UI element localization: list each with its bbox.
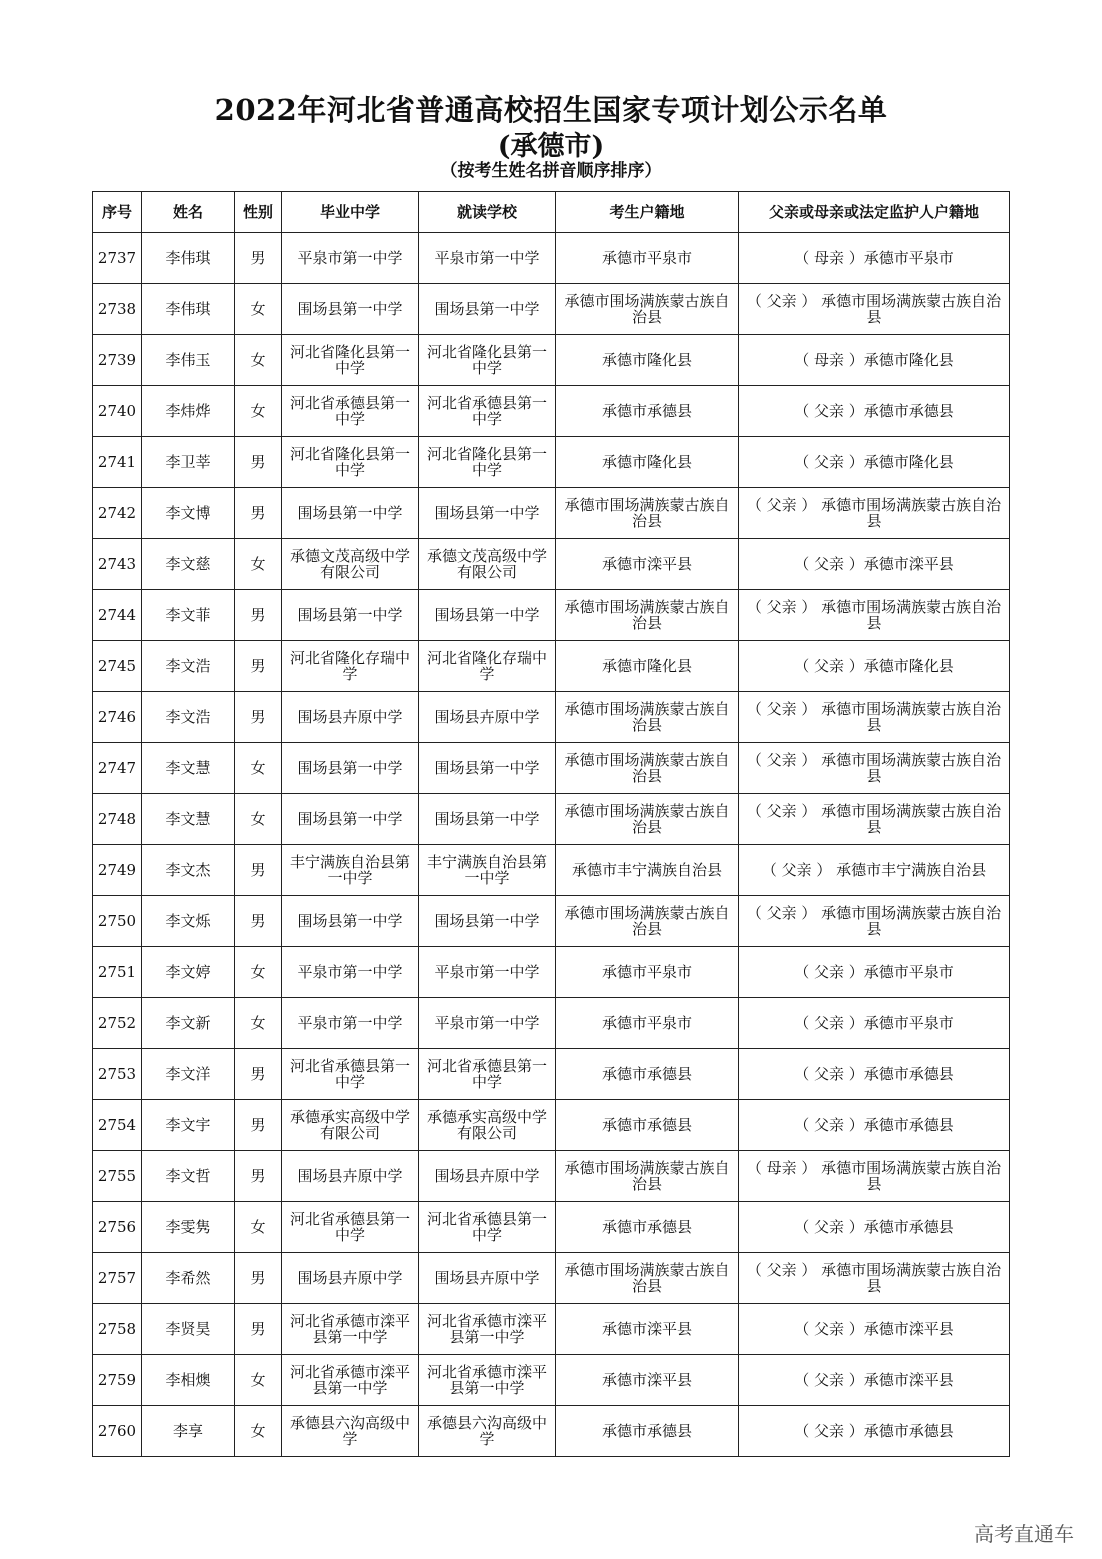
graduated-school-cell: 围场县第一中学	[282, 896, 419, 947]
student-hukou-cell: 承德市围场满族蒙古族自治县	[556, 896, 739, 947]
table-row	[93, 896, 1010, 947]
guardian-hukou-cell: （ 父亲 ）承德市平泉市	[739, 998, 1010, 1049]
guardian-hukou-cell: （ 父亲 ）承德市承德县	[739, 1100, 1010, 1151]
seq-cell: 2755	[93, 1151, 142, 1202]
graduated-school-cell: 围场县卉原中学	[282, 1151, 419, 1202]
graduated-school-cell: 丰宁满族自治县第一中学	[282, 845, 419, 896]
name-cell: 李文博	[142, 488, 235, 539]
column-header-guardian-hukou: 父亲或母亲或法定监护人户籍地	[739, 192, 1010, 233]
table-row	[93, 386, 1010, 437]
current-school-cell: 围场县第一中学	[419, 743, 556, 794]
guardian-hukou-cell: （ 父亲 ） 承德市围场满族蒙古族自治县	[739, 692, 1010, 743]
name-cell: 李文浩	[142, 692, 235, 743]
guardian-hukou-cell: （ 父亲 ） 承德市围场满族蒙古族自治县	[739, 1253, 1010, 1304]
seq-cell: 2760	[93, 1406, 142, 1457]
student-hukou-cell: 承德市围场满族蒙古族自治县	[556, 284, 739, 335]
table-row	[93, 335, 1010, 386]
seq-cell: 2750	[93, 896, 142, 947]
gender-cell: 女	[235, 284, 282, 335]
graduated-school-cell: 围场县第一中学	[282, 488, 419, 539]
seq-cell: 2738	[93, 284, 142, 335]
current-school-cell: 围场县第一中学	[419, 794, 556, 845]
current-school-cell: 丰宁满族自治县第一中学	[419, 845, 556, 896]
table-row	[93, 1151, 1010, 1202]
table-row	[93, 794, 1010, 845]
name-cell: 李炜烨	[142, 386, 235, 437]
student-hukou-cell: 承德市隆化县	[556, 335, 739, 386]
graduated-school-cell: 承德县六沟高级中学	[282, 1406, 419, 1457]
gender-cell: 男	[235, 1151, 282, 1202]
gender-cell: 女	[235, 1355, 282, 1406]
seq-cell: 2737	[93, 233, 142, 284]
watermark: 高考直通车	[974, 1522, 1074, 1546]
current-school-cell: 承德文茂高级中学有限公司	[419, 539, 556, 590]
name-cell: 李文烁	[142, 896, 235, 947]
graduated-school-cell: 河北省承德县第一中学	[282, 1202, 419, 1253]
student-hukou-cell: 承德市围场满族蒙古族自治县	[556, 692, 739, 743]
seq-cell: 2740	[93, 386, 142, 437]
guardian-hukou-cell: （ 父亲 ）承德市承德县	[739, 1406, 1010, 1457]
student-hukou-cell: 承德市围场满族蒙古族自治县	[556, 488, 739, 539]
table-row	[93, 641, 1010, 692]
seq-cell: 2745	[93, 641, 142, 692]
student-hukou-cell: 承德市承德县	[556, 386, 739, 437]
name-cell: 李文慈	[142, 539, 235, 590]
column-header-seq: 序号	[93, 192, 142, 233]
table-row	[93, 488, 1010, 539]
name-cell: 李贤昊	[142, 1304, 235, 1355]
name-cell: 李文哲	[142, 1151, 235, 1202]
guardian-hukou-cell: （ 父亲 ） 承德市丰宁满族自治县	[739, 845, 1010, 896]
gender-cell: 男	[235, 488, 282, 539]
current-school-cell: 承德承实高级中学有限公司	[419, 1100, 556, 1151]
student-hukou-cell: 承德市围场满族蒙古族自治县	[556, 794, 739, 845]
column-header-name: 姓名	[142, 192, 235, 233]
guardian-hukou-cell: （ 父亲 ） 承德市围场满族蒙古族自治县	[739, 488, 1010, 539]
graduated-school-cell: 平泉市第一中学	[282, 998, 419, 1049]
table-row	[93, 998, 1010, 1049]
guardian-hukou-cell: （ 母亲 ） 承德市围场满族蒙古族自治县	[739, 1151, 1010, 1202]
seq-cell: 2759	[93, 1355, 142, 1406]
current-school-cell: 河北省隆化县第一中学	[419, 437, 556, 488]
gender-cell: 男	[235, 641, 282, 692]
column-header-graduated-school: 毕业中学	[282, 192, 419, 233]
gender-cell: 男	[235, 1304, 282, 1355]
page-title: 2022年河北省普通高校招生国家专项计划公示名单	[214, 93, 888, 127]
gender-cell: 男	[235, 590, 282, 641]
table-row	[93, 1304, 1010, 1355]
current-school-cell: 围场县卉原中学	[419, 1253, 556, 1304]
guardian-hukou-cell: （ 父亲 ） 承德市围场满族蒙古族自治县	[739, 896, 1010, 947]
guardian-hukou-cell: （ 父亲 ）承德市滦平县	[739, 539, 1010, 590]
graduated-school-cell: 承德承实高级中学有限公司	[282, 1100, 419, 1151]
seq-cell: 2746	[93, 692, 142, 743]
table-row	[93, 947, 1010, 998]
current-school-cell: 承德县六沟高级中学	[419, 1406, 556, 1457]
gender-cell: 女	[235, 539, 282, 590]
current-school-cell: 河北省承德县第一中学	[419, 1202, 556, 1253]
name-cell: 李伟琪	[142, 233, 235, 284]
guardian-hukou-cell: （ 父亲 ） 承德市围场满族蒙古族自治县	[739, 284, 1010, 335]
student-hukou-cell: 承德市围场满族蒙古族自治县	[556, 1151, 739, 1202]
graduated-school-cell: 平泉市第一中学	[282, 233, 419, 284]
guardian-hukou-cell: （ 父亲 ）承德市平泉市	[739, 947, 1010, 998]
seq-cell: 2754	[93, 1100, 142, 1151]
gender-cell: 女	[235, 1202, 282, 1253]
seq-cell: 2758	[93, 1304, 142, 1355]
table-row	[93, 284, 1010, 335]
student-hukou-cell: 承德市承德县	[556, 1100, 739, 1151]
table-row	[93, 1049, 1010, 1100]
student-hukou-cell: 承德市平泉市	[556, 233, 739, 284]
guardian-hukou-cell: （ 父亲 ）承德市隆化县	[739, 641, 1010, 692]
current-school-cell: 河北省承德市滦平县第一中学	[419, 1304, 556, 1355]
column-header-gender: 性别	[235, 192, 282, 233]
name-cell: 李文杰	[142, 845, 235, 896]
guardian-hukou-cell: （ 母亲 ）承德市平泉市	[739, 233, 1010, 284]
graduated-school-cell: 承德文茂高级中学有限公司	[282, 539, 419, 590]
student-hukou-cell: 承德市隆化县	[556, 437, 739, 488]
sort-note: （按考生姓名拼音顺序排序）	[440, 161, 662, 181]
guardian-hukou-cell: （ 父亲 ）承德市承德县	[739, 386, 1010, 437]
current-school-cell: 河北省承德县第一中学	[419, 386, 556, 437]
gender-cell: 女	[235, 1406, 282, 1457]
name-cell: 李文慧	[142, 743, 235, 794]
guardian-hukou-cell: （ 父亲 ） 承德市围场满族蒙古族自治县	[739, 794, 1010, 845]
table-row	[93, 692, 1010, 743]
student-hukou-cell: 承德市平泉市	[556, 947, 739, 998]
student-hukou-cell: 承德市丰宁满族自治县	[556, 845, 739, 896]
table-row	[93, 590, 1010, 641]
seq-cell: 2743	[93, 539, 142, 590]
student-hukou-cell: 承德市承德县	[556, 1406, 739, 1457]
name-cell: 李文菲	[142, 590, 235, 641]
gender-cell: 男	[235, 233, 282, 284]
guardian-hukou-cell: （ 父亲 ） 承德市围场满族蒙古族自治县	[739, 743, 1010, 794]
name-cell: 李相燠	[142, 1355, 235, 1406]
student-hukou-cell: 承德市围场满族蒙古族自治县	[556, 1253, 739, 1304]
name-cell: 李享	[142, 1406, 235, 1457]
name-cell: 李希然	[142, 1253, 235, 1304]
gender-cell: 男	[235, 896, 282, 947]
current-school-cell: 河北省承德市滦平县第一中学	[419, 1355, 556, 1406]
gender-cell: 男	[235, 1100, 282, 1151]
student-hukou-cell: 承德市平泉市	[556, 998, 739, 1049]
seq-cell: 2748	[93, 794, 142, 845]
name-cell: 李伟玉	[142, 335, 235, 386]
seq-cell: 2739	[93, 335, 142, 386]
name-cell: 李伟琪	[142, 284, 235, 335]
current-school-cell: 围场县第一中学	[419, 488, 556, 539]
student-hukou-cell: 承德市承德县	[556, 1202, 739, 1253]
seq-cell: 2752	[93, 998, 142, 1049]
current-school-cell: 河北省隆化存瑞中学	[419, 641, 556, 692]
seq-cell: 2753	[93, 1049, 142, 1100]
table-row	[93, 539, 1010, 590]
graduated-school-cell: 河北省隆化县第一中学	[282, 437, 419, 488]
gender-cell: 男	[235, 692, 282, 743]
gender-cell: 女	[235, 794, 282, 845]
name-cell: 李卫莘	[142, 437, 235, 488]
table-row	[93, 845, 1010, 896]
current-school-cell: 平泉市第一中学	[419, 998, 556, 1049]
table-row	[93, 1202, 1010, 1253]
roster-table	[92, 191, 1010, 1457]
current-school-cell: 围场县卉原中学	[419, 692, 556, 743]
gender-cell: 女	[235, 335, 282, 386]
current-school-cell: 平泉市第一中学	[419, 947, 556, 998]
graduated-school-cell: 河北省承德市滦平县第一中学	[282, 1304, 419, 1355]
name-cell: 李文慧	[142, 794, 235, 845]
graduated-school-cell: 河北省承德县第一中学	[282, 1049, 419, 1100]
seq-cell: 2751	[93, 947, 142, 998]
name-cell: 李文宇	[142, 1100, 235, 1151]
graduated-school-cell: 平泉市第一中学	[282, 947, 419, 998]
graduated-school-cell: 围场县第一中学	[282, 590, 419, 641]
current-school-cell: 围场县第一中学	[419, 896, 556, 947]
current-school-cell: 河北省承德县第一中学	[419, 1049, 556, 1100]
graduated-school-cell: 河北省承德市滦平县第一中学	[282, 1355, 419, 1406]
table-row	[93, 1406, 1010, 1457]
seq-cell: 2756	[93, 1202, 142, 1253]
seq-cell: 2749	[93, 845, 142, 896]
column-header-current-school: 就读学校	[419, 192, 556, 233]
guardian-hukou-cell: （ 父亲 ）承德市滦平县	[739, 1355, 1010, 1406]
seq-cell: 2747	[93, 743, 142, 794]
table-row	[93, 437, 1010, 488]
gender-cell: 女	[235, 947, 282, 998]
gender-cell: 女	[235, 386, 282, 437]
guardian-hukou-cell: （ 父亲 ）承德市隆化县	[739, 437, 1010, 488]
gender-cell: 男	[235, 845, 282, 896]
roster-body	[93, 233, 1010, 1457]
gender-cell: 女	[235, 743, 282, 794]
graduated-school-cell: 围场县第一中学	[282, 794, 419, 845]
seq-cell: 2741	[93, 437, 142, 488]
name-cell: 李文洋	[142, 1049, 235, 1100]
table-row	[93, 743, 1010, 794]
gender-cell: 女	[235, 998, 282, 1049]
current-school-cell: 平泉市第一中学	[419, 233, 556, 284]
student-hukou-cell: 承德市围场满族蒙古族自治县	[556, 590, 739, 641]
graduated-school-cell: 河北省承德县第一中学	[282, 386, 419, 437]
graduated-school-cell: 围场县第一中学	[282, 284, 419, 335]
name-cell: 李文浩	[142, 641, 235, 692]
seq-cell: 2744	[93, 590, 142, 641]
name-cell: 李雯隽	[142, 1202, 235, 1253]
guardian-hukou-cell: （ 父亲 ）承德市承德县	[739, 1202, 1010, 1253]
graduated-school-cell: 河北省隆化存瑞中学	[282, 641, 419, 692]
current-school-cell: 河北省隆化县第一中学	[419, 335, 556, 386]
student-hukou-cell: 承德市滦平县	[556, 1304, 739, 1355]
table-row	[93, 233, 1010, 284]
student-hukou-cell: 承德市滦平县	[556, 539, 739, 590]
page-subtitle: (承德市)	[497, 131, 605, 162]
current-school-cell: 围场县第一中学	[419, 590, 556, 641]
guardian-hukou-cell: （ 母亲 ）承德市隆化县	[739, 335, 1010, 386]
current-school-cell: 围场县卉原中学	[419, 1151, 556, 1202]
name-cell: 李文婷	[142, 947, 235, 998]
student-hukou-cell: 承德市围场满族蒙古族自治县	[556, 743, 739, 794]
table-row	[93, 1100, 1010, 1151]
table-row	[93, 1253, 1010, 1304]
student-hukou-cell: 承德市隆化县	[556, 641, 739, 692]
header-row	[93, 192, 1010, 233]
column-header-student-hukou: 考生户籍地	[556, 192, 739, 233]
table-row	[93, 1355, 1010, 1406]
student-hukou-cell: 承德市承德县	[556, 1049, 739, 1100]
guardian-hukou-cell: （ 父亲 ）承德市承德县	[739, 1049, 1010, 1100]
current-school-cell: 围场县第一中学	[419, 284, 556, 335]
graduated-school-cell: 围场县第一中学	[282, 743, 419, 794]
seq-cell: 2757	[93, 1253, 142, 1304]
gender-cell: 男	[235, 1049, 282, 1100]
guardian-hukou-cell: （ 父亲 ）承德市滦平县	[739, 1304, 1010, 1355]
name-cell: 李文新	[142, 998, 235, 1049]
gender-cell: 男	[235, 1253, 282, 1304]
graduated-school-cell: 河北省隆化县第一中学	[282, 335, 419, 386]
gender-cell: 男	[235, 437, 282, 488]
graduated-school-cell: 围场县卉原中学	[282, 692, 419, 743]
seq-cell: 2742	[93, 488, 142, 539]
student-hukou-cell: 承德市滦平县	[556, 1355, 739, 1406]
guardian-hukou-cell: （ 父亲 ） 承德市围场满族蒙古族自治县	[739, 590, 1010, 641]
graduated-school-cell: 围场县卉原中学	[282, 1253, 419, 1304]
